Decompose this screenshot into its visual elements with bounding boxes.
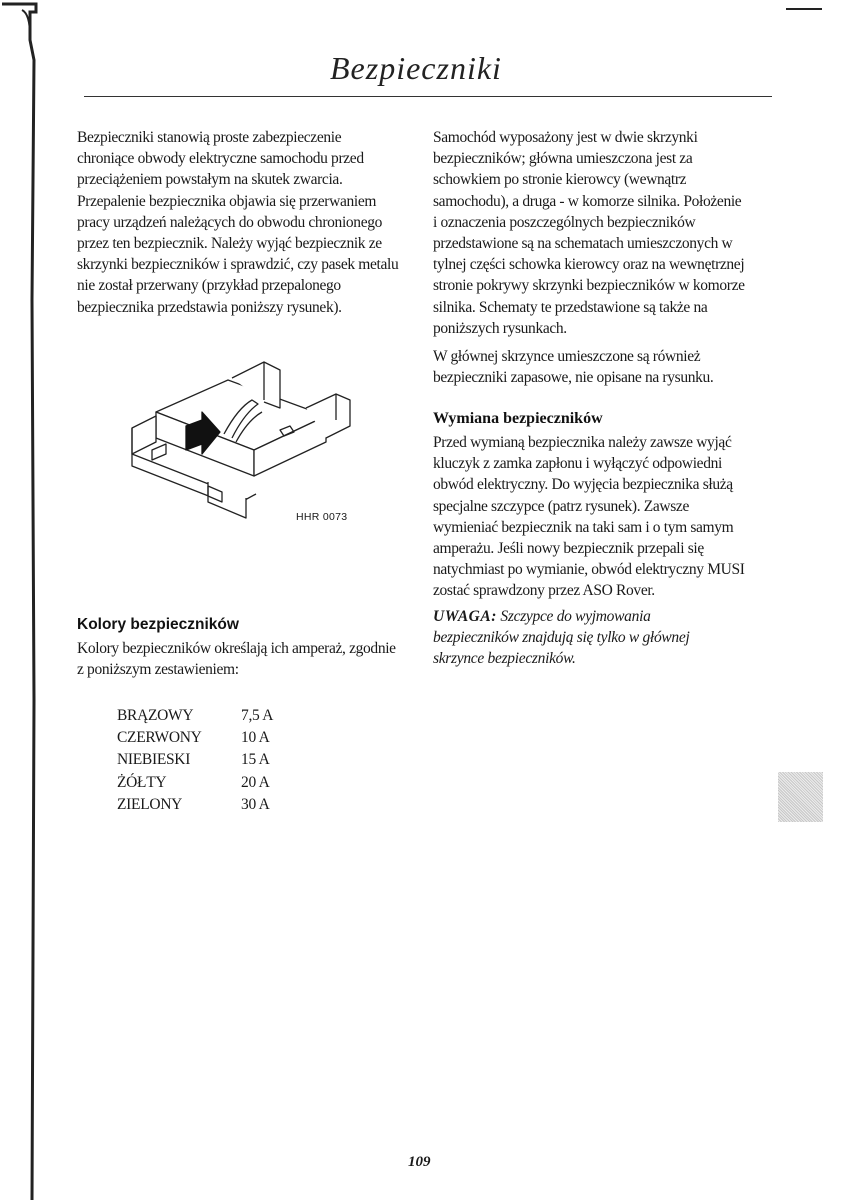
text-line: bezpiecznika przedstawia poniższy rysunek). <box>77 298 342 316</box>
note-text-line: skrzynce bezpieczników. <box>433 650 576 668</box>
text-line: przedstawione są na schematach umieszczonych w <box>433 235 733 253</box>
text-line: kluczyk z zamka zapłonu i wyłączyć odpowiedni <box>433 455 722 473</box>
text-line: przeciążeniem powstałym na skutek zwarcia. <box>77 171 343 189</box>
text-line: Przepalenie bezpiecznika objawia się przerwaniem <box>77 192 377 210</box>
text-line: wymieniać bezpiecznik na taki sam i o tym samym <box>433 518 734 536</box>
replace-heading: Wymiana bezpieczników <box>433 410 603 427</box>
text-line: amperażu. Jeśli nowy bezpiecznik przepali się <box>433 540 704 558</box>
text-line: W głównej skrzynce umieszczone są również <box>433 348 701 366</box>
text-line: chroniące obwody elektryczne samochodu przed <box>77 150 364 168</box>
left-intro-paragraph <box>77 127 417 318</box>
text-line: silnika. Schematy te przedstawione są także na <box>433 298 708 316</box>
fuse-color: ZIELONY <box>117 795 183 813</box>
fuse-amperage: 10 A <box>241 729 270 747</box>
page-number: 109 <box>408 1154 431 1170</box>
fuse-color: NIEBIESKI <box>117 751 191 769</box>
fuse-amperage: 20 A <box>241 773 270 791</box>
text-line: tylnej części schowka kierowcy oraz na wewnętrznej <box>433 256 745 274</box>
table-row <box>117 774 273 796</box>
table-row <box>117 796 273 818</box>
fuse-color: BRĄZOWY <box>117 707 194 724</box>
section-thumb-tab <box>778 772 823 822</box>
text-line: przez ten bezpiecznik. Należy wyjąć bezpiecznik ze <box>77 235 382 253</box>
note-label: UWAGA: <box>433 608 497 625</box>
text-line: Samochód wyposażony jest w dwie skrzynki <box>433 129 698 146</box>
text-line: Kolory bezpieczników określają ich amperaż, zgodnie <box>77 640 396 657</box>
table-row <box>117 707 273 729</box>
text-line: stronie pokrywy skrzynki bezpieczników w komorze <box>433 277 745 295</box>
note-block <box>433 606 763 670</box>
note-text-line: Szczypce do wyjmowania <box>496 608 651 625</box>
text-line: samochodu), a druga - w komorze silnika. Położenie <box>433 192 742 210</box>
text-line: natychmiast po wymianie, obwód elektryczny MUSI <box>433 561 745 579</box>
text-line: z poniższym zestawieniem: <box>77 661 239 679</box>
text-line: pracy urządzeń należących do obwodu chronionego <box>77 213 383 231</box>
text-line: obwód elektryczny. Do wyjęcia bezpiecznika służą <box>433 476 733 494</box>
text-line: skrzynki bezpieczników i sprawdzić, czy pasek metalu <box>77 256 399 274</box>
text-line: bezpieczniki zapasowe, nie opisane na rysunku. <box>433 369 714 387</box>
text-line: Przed wymianą bezpiecznika należy zawsze wyjąć <box>433 434 732 451</box>
fuse-amperage: 15 A <box>241 751 270 769</box>
text-line: Bezpieczniki stanowią proste zabezpieczenie <box>77 129 342 146</box>
text-line: poniższych rysunkach. <box>433 319 567 337</box>
binding-edge <box>0 0 44 1200</box>
text-line: zostać sprawdzony przez ASO Rover. <box>433 582 655 600</box>
table-row <box>117 751 273 773</box>
top-corner-rule <box>786 8 822 10</box>
replace-paragraph <box>433 432 778 602</box>
text-line: bezpieczników; główna umieszczona jest za <box>433 150 693 168</box>
colors-heading: Kolory bezpieczników <box>77 616 239 633</box>
colors-intro <box>77 638 417 680</box>
page-title: Bezpieczniki <box>330 50 502 86</box>
fuse-color: CZERWONY <box>117 729 202 747</box>
title-rule <box>84 96 772 97</box>
text-line: nie został przerwany (przykład przepalonego <box>77 277 341 295</box>
table-row <box>117 729 273 751</box>
fuse-color: ŻÓŁTY <box>117 773 167 791</box>
fuse-amperage: 7,5 A <box>241 707 274 724</box>
figure-code: HHR 0073 <box>296 511 348 523</box>
note-text-line: bezpieczników znajdują się tylko w głównej <box>433 629 690 647</box>
fuse-color-table <box>117 707 273 818</box>
fuse-amperage: 30 A <box>241 795 270 813</box>
text-line: schowkiem po stronie kierowcy (wewnątrz <box>433 171 687 189</box>
text-line: specjalne szczypce (patrz rysunek). Zawsze <box>433 497 689 515</box>
right-paragraphs <box>433 127 773 388</box>
text-line: i oznaczenia poszczególnych bezpieczników <box>433 213 696 231</box>
